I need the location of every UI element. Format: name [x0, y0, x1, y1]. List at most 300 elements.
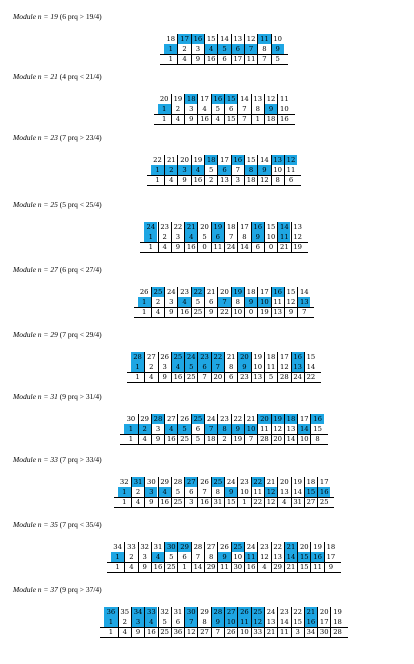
- table-cell: 13: [297, 297, 310, 307]
- table-cell: 2: [171, 104, 184, 114]
- table-cell: 32: [119, 478, 129, 486]
- table-cell: 9: [224, 487, 237, 497]
- table-cell: 22: [271, 542, 284, 552]
- table-cell: 25: [211, 477, 224, 487]
- table-cell: 28: [131, 352, 144, 362]
- section-title-note: (9 prq > 37/4): [59, 585, 102, 594]
- table-cell: 13: [291, 362, 304, 372]
- table-cell: 5: [197, 232, 210, 242]
- table-cell: 2: [204, 175, 217, 185]
- table-cell: 9: [324, 562, 337, 572]
- table-cell: 2: [131, 487, 144, 497]
- table-cell: 14: [297, 424, 310, 434]
- table-cell: 16: [171, 372, 184, 382]
- table-cell: 4: [131, 497, 144, 507]
- table-cell: 11: [244, 54, 257, 64]
- table-cell: 22: [211, 352, 224, 362]
- table-cell: 6: [184, 487, 197, 497]
- table-cell: 2: [144, 362, 157, 372]
- table-cell: 24: [204, 414, 217, 424]
- table-cell: 19: [257, 307, 270, 317]
- table-cell: 21: [164, 155, 177, 165]
- table-cell: 12: [277, 362, 290, 372]
- table-cell: 4: [277, 497, 290, 507]
- table-cell: 22: [231, 414, 244, 424]
- table-cell: 9: [251, 232, 264, 242]
- table-rule: [134, 317, 315, 318]
- table-cell: 30: [231, 562, 244, 572]
- residue-table: [0, 155, 414, 185]
- table-cell: 5: [164, 552, 177, 562]
- table-cell: 16: [317, 487, 330, 497]
- table-cell: 7: [224, 232, 237, 242]
- table-cell: 20: [237, 352, 250, 362]
- table-cell: 0: [244, 307, 257, 317]
- section-title-module: Module n = 23: [13, 133, 58, 142]
- table-cell: 31: [171, 607, 184, 617]
- table-cell: 0: [264, 242, 277, 252]
- table-cell: 1: [111, 552, 124, 562]
- table-cell: 16: [197, 497, 210, 507]
- section-title: [13, 12, 102, 21]
- table-cell: 18: [204, 434, 217, 444]
- table-cell: 31: [131, 477, 144, 487]
- table-cell: 20: [317, 607, 330, 617]
- table-cell: 1: [122, 498, 127, 506]
- table-cell: 26: [177, 414, 190, 424]
- table-cell: 10: [231, 552, 244, 562]
- table-cell: 17: [237, 222, 250, 232]
- table-cell: 34: [113, 543, 122, 551]
- table-cell: 15: [291, 617, 304, 627]
- table-cell: 25: [184, 372, 197, 382]
- table-cell: 16: [310, 552, 323, 562]
- row-squares: [0, 497, 414, 507]
- table-cell: 4: [184, 232, 197, 242]
- table-cell: 1: [135, 373, 140, 381]
- table-cell: 20: [217, 287, 230, 297]
- table-cell: 6: [217, 54, 230, 64]
- table-cell: 5: [217, 44, 230, 54]
- table-cell: 4: [177, 297, 190, 307]
- table-cell: 28: [171, 477, 184, 487]
- table-cell: 18: [284, 414, 297, 424]
- table-cell: 3: [171, 232, 184, 242]
- table-cell: 3: [164, 297, 177, 307]
- table-cell: 7: [257, 54, 270, 64]
- table-cell: 11: [271, 297, 284, 307]
- table-cell: 7: [237, 104, 250, 114]
- table-cell: 11: [237, 617, 250, 627]
- table-cell: 16: [191, 34, 204, 44]
- table-cell: 19: [191, 155, 204, 165]
- section-title-note: (6 prq < 27/4): [59, 265, 102, 274]
- section-title-note: (7 prq < 35/4): [59, 520, 102, 529]
- table-cell: 16: [244, 562, 257, 572]
- table-cell: 5: [264, 372, 277, 382]
- table-cell: 18: [224, 222, 237, 232]
- table-cell: 1: [164, 44, 177, 54]
- table-cell: 28: [211, 607, 224, 617]
- table-cell: 19: [271, 414, 284, 424]
- table-cell: 13: [277, 487, 290, 497]
- table-cell: 27: [144, 352, 157, 362]
- table-cell: 7: [197, 372, 210, 382]
- table-cell: 1: [104, 617, 117, 627]
- table-cell: 6: [251, 242, 264, 252]
- table-cell: 16: [204, 54, 217, 64]
- table-cell: 20: [211, 372, 224, 382]
- table-cell: 4: [138, 434, 151, 444]
- table-cell: 8: [237, 232, 250, 242]
- table-cell: 28: [330, 627, 343, 637]
- table-cell: 6: [197, 362, 210, 372]
- table-cell: 25: [164, 562, 177, 572]
- table-cell: 9: [237, 362, 250, 372]
- table-cell: 7: [204, 424, 217, 434]
- table-cell: 13: [271, 552, 284, 562]
- table-cell: 6: [284, 175, 297, 185]
- section-title-note: (9 prq > 31/4): [59, 392, 102, 401]
- table-cell: 18: [324, 542, 337, 552]
- table-cell: 1: [124, 424, 137, 434]
- table-cell: 6: [231, 44, 244, 54]
- table-cell: 11: [257, 424, 270, 434]
- table-cell: 3: [151, 424, 164, 434]
- table-cell: 7: [184, 617, 197, 627]
- table-cell: 3: [184, 104, 197, 114]
- table-cell: 14: [284, 552, 297, 562]
- table-cell: 23: [217, 414, 230, 424]
- table-cell: 1: [142, 308, 147, 316]
- table-cell: 8: [211, 487, 224, 497]
- table-cell: 9: [271, 44, 284, 54]
- table-cell: 15: [304, 487, 317, 497]
- table-cell: 7: [244, 434, 257, 444]
- table-cell: 17: [317, 477, 330, 487]
- section-title: [13, 392, 102, 401]
- table-cell: 15: [224, 114, 237, 124]
- table-rule: [140, 252, 308, 253]
- row-top: [0, 94, 414, 104]
- table-cell: 9: [184, 114, 197, 124]
- table-cell: 4: [177, 54, 190, 64]
- table-cell: 29: [177, 542, 190, 552]
- section-title-module: Module n = 29: [13, 330, 58, 339]
- table-cell: 23: [257, 542, 270, 552]
- section-title: [13, 585, 102, 594]
- table-cell: 16: [231, 155, 244, 165]
- table-cell: 1: [151, 165, 164, 175]
- table-cell: 7: [244, 44, 257, 54]
- table-cell: 17: [177, 34, 190, 44]
- table-cell: 4: [164, 175, 177, 185]
- table-cell: 3: [177, 165, 190, 175]
- table-cell: 11: [310, 562, 323, 572]
- row-mid: [0, 362, 414, 372]
- table-cell: 6: [204, 297, 217, 307]
- table-cell: 19: [291, 242, 304, 252]
- table-cell: 1: [118, 487, 131, 497]
- table-cell: 34: [131, 607, 144, 617]
- table-cell: 11: [284, 165, 297, 175]
- table-cell: 25: [158, 627, 171, 637]
- table-cell: 11: [211, 242, 224, 252]
- table-cell: 22: [217, 307, 230, 317]
- table-cell: 18: [204, 155, 217, 165]
- table-cell: 7: [197, 487, 210, 497]
- table-cell: 28: [277, 372, 290, 382]
- table-cell: 18: [184, 94, 197, 104]
- table-cell: 15: [284, 287, 297, 297]
- table-cell: 6: [211, 232, 224, 242]
- table-cell: 29: [138, 414, 151, 424]
- table-cell: 1: [251, 114, 264, 124]
- table-cell: 12: [271, 424, 284, 434]
- table-cell: 22: [304, 372, 317, 382]
- row-top: [0, 155, 414, 165]
- table-cell: 19: [251, 352, 264, 362]
- table-cell: 14: [277, 222, 290, 232]
- table-cell: 8: [231, 297, 244, 307]
- table-rule: [114, 507, 335, 508]
- table-cell: 4: [171, 362, 184, 372]
- table-cell: 4: [171, 114, 184, 124]
- table-cell: 21: [204, 287, 217, 297]
- table-cell: 10: [277, 104, 290, 114]
- table-cell: 2: [177, 44, 190, 54]
- table-cell: 11: [277, 94, 290, 104]
- residue-table: [0, 352, 414, 382]
- table-cell: 3: [144, 487, 157, 497]
- section-title-note: (5 prq < 25/4): [59, 200, 102, 209]
- table-cell: 22: [191, 287, 204, 297]
- table-cell: 9: [151, 434, 164, 444]
- residue-table: [0, 542, 414, 572]
- table-cell: 1: [161, 115, 167, 123]
- table-cell: 8: [310, 434, 323, 444]
- residue-table: [0, 477, 414, 507]
- table-cell: 5: [158, 617, 171, 627]
- table-cell: 17: [231, 54, 244, 64]
- table-cell: 13: [231, 34, 244, 44]
- table-cell: 20: [257, 414, 270, 424]
- table-cell: 31: [291, 497, 304, 507]
- table-cell: 16: [304, 617, 317, 627]
- table-cell: 2: [217, 434, 230, 444]
- table-cell: 23: [277, 607, 290, 617]
- table-cell: 29: [197, 607, 210, 617]
- table-cell: 4: [151, 307, 164, 317]
- table-cell: 9: [204, 307, 217, 317]
- section-title-module: Module n = 27: [13, 265, 58, 274]
- table-cell: 4: [158, 242, 171, 252]
- table-cell: 19: [171, 94, 184, 104]
- table-cell: 11: [257, 34, 270, 44]
- table-cell: 21: [244, 414, 257, 424]
- table-cell: 15: [297, 552, 310, 562]
- table-cell: 9: [244, 297, 257, 307]
- table-cell: 7: [297, 307, 310, 317]
- table-cell: 16: [191, 175, 204, 185]
- table-cell: 17: [317, 617, 330, 627]
- row-squares: [0, 114, 414, 124]
- table-cell: 34: [304, 627, 317, 637]
- row-mid: [0, 617, 414, 627]
- row-top: [0, 34, 414, 44]
- table-cell: 13: [251, 94, 264, 104]
- table-cell: 35: [118, 607, 131, 617]
- table-cell: 33: [124, 542, 137, 552]
- table-cell: 22: [291, 607, 304, 617]
- table-cell: 9: [138, 562, 151, 572]
- table-cell: 30: [126, 415, 136, 423]
- table-cell: 3: [138, 552, 151, 562]
- table-cell: 22: [171, 222, 184, 232]
- table-cell: 26: [158, 352, 171, 362]
- table-cell: 8: [244, 165, 257, 175]
- table-cell: 25: [231, 542, 244, 552]
- table-cell: 2: [124, 552, 137, 562]
- table-cell: 14: [304, 362, 317, 372]
- table-cell: 18: [330, 617, 343, 627]
- table-cell: 10: [264, 232, 277, 242]
- table-cell: 19: [330, 607, 343, 617]
- table-cell: 6: [177, 552, 190, 562]
- table-cell: 12: [291, 232, 304, 242]
- table-cell: 20: [197, 222, 210, 232]
- table-cell: 21: [284, 542, 297, 552]
- table-cell: 13: [271, 155, 284, 165]
- table-cell: 21: [277, 242, 290, 252]
- residue-table: [0, 414, 414, 444]
- table-cell: 15: [224, 94, 237, 104]
- table-cell: 25: [171, 497, 184, 507]
- row-mid: [0, 44, 414, 54]
- table-cell: 13: [217, 175, 230, 185]
- table-cell: 8: [197, 617, 210, 627]
- table-cell: 17: [197, 94, 210, 104]
- table-cell: 14: [237, 242, 250, 252]
- table-cell: 25: [191, 414, 204, 424]
- table-cell: 29: [271, 562, 284, 572]
- table-cell: 18: [244, 175, 257, 185]
- table-cell: 20: [159, 95, 169, 103]
- table-cell: 8: [204, 552, 217, 562]
- table-cell: 6: [224, 104, 237, 114]
- row-squares: [0, 434, 414, 444]
- table-cell: 12: [257, 175, 270, 185]
- table-cell: 10: [297, 434, 310, 444]
- table-cell: 24: [164, 287, 177, 297]
- section-title-module: Module n = 25: [13, 200, 58, 209]
- row-top: [0, 222, 414, 232]
- table-cell: 7: [211, 362, 224, 372]
- table-cell: 19: [291, 477, 304, 487]
- table-cell: 23: [158, 222, 171, 232]
- table-cell: 22: [251, 477, 264, 487]
- table-cell: 5: [211, 104, 224, 114]
- row-squares: [0, 175, 414, 185]
- table-cell: 12: [184, 627, 197, 637]
- table-cell: 14: [217, 34, 230, 44]
- residue-table: [0, 34, 414, 64]
- row-squares: [0, 242, 414, 252]
- table-cell: 3: [184, 497, 197, 507]
- table-cell: 29: [204, 562, 217, 572]
- table-cell: 5: [177, 424, 190, 434]
- row-squares: [0, 307, 414, 317]
- table-cell: 25: [251, 607, 264, 617]
- table-cell: 5: [171, 487, 184, 497]
- table-cell: 7: [211, 627, 224, 637]
- table-cell: 15: [304, 352, 317, 362]
- table-cell: 3: [291, 627, 304, 637]
- table-cell: 26: [224, 627, 237, 637]
- row-squares: [0, 562, 414, 572]
- table-cell: 8: [224, 362, 237, 372]
- residue-table: [0, 222, 414, 252]
- table-cell: 18: [304, 477, 317, 487]
- table-cell: 8: [217, 424, 230, 434]
- table-cell: 21: [224, 352, 237, 362]
- table-cell: 21: [284, 562, 297, 572]
- table-cell: 1: [148, 243, 153, 251]
- section-title: [13, 133, 102, 142]
- row-top: [0, 287, 414, 297]
- table-cell: 7: [231, 165, 244, 175]
- table-cell: 24: [291, 372, 304, 382]
- table-cell: 4: [204, 44, 217, 54]
- section-title-note: (7 prq > 33/4): [59, 455, 102, 464]
- table-cell: 9: [284, 307, 297, 317]
- table-cell: 14: [277, 617, 290, 627]
- table-cell: 9: [191, 54, 204, 64]
- table-cell: 9: [264, 104, 277, 114]
- table-cell: 24: [224, 477, 237, 487]
- table-cell: 2: [151, 297, 164, 307]
- table-cell: 15: [297, 562, 310, 572]
- residue-table: [0, 607, 414, 637]
- table-cell: 33: [144, 607, 157, 617]
- table-cell: 1: [237, 497, 250, 507]
- table-cell: 31: [151, 542, 164, 552]
- table-cell: 14: [297, 287, 310, 297]
- table-cell: 9: [158, 372, 171, 382]
- table-cell: 17: [217, 155, 230, 165]
- table-cell: 18: [244, 287, 257, 297]
- table-cell: 12: [264, 487, 277, 497]
- table-cell: 1: [158, 104, 171, 114]
- table-cell: 10: [251, 362, 264, 372]
- table-cell: 16: [197, 114, 210, 124]
- table-cell: 16: [184, 242, 197, 252]
- table-cell: 18: [264, 352, 277, 362]
- table-cell: 22: [153, 156, 162, 164]
- table-cell: 2: [164, 165, 177, 175]
- table-cell: 31: [211, 497, 224, 507]
- table-cell: 16: [277, 114, 290, 124]
- table-cell: 14: [284, 434, 297, 444]
- table-cell: 30: [144, 477, 157, 487]
- table-cell: 19: [231, 287, 244, 297]
- table-cell: 16: [164, 434, 177, 444]
- table-cell: 7: [237, 114, 250, 124]
- table-cell: 3: [231, 175, 244, 185]
- table-cell: 16: [144, 627, 157, 637]
- table-cell: 11: [277, 627, 290, 637]
- table-cell: 18: [264, 114, 277, 124]
